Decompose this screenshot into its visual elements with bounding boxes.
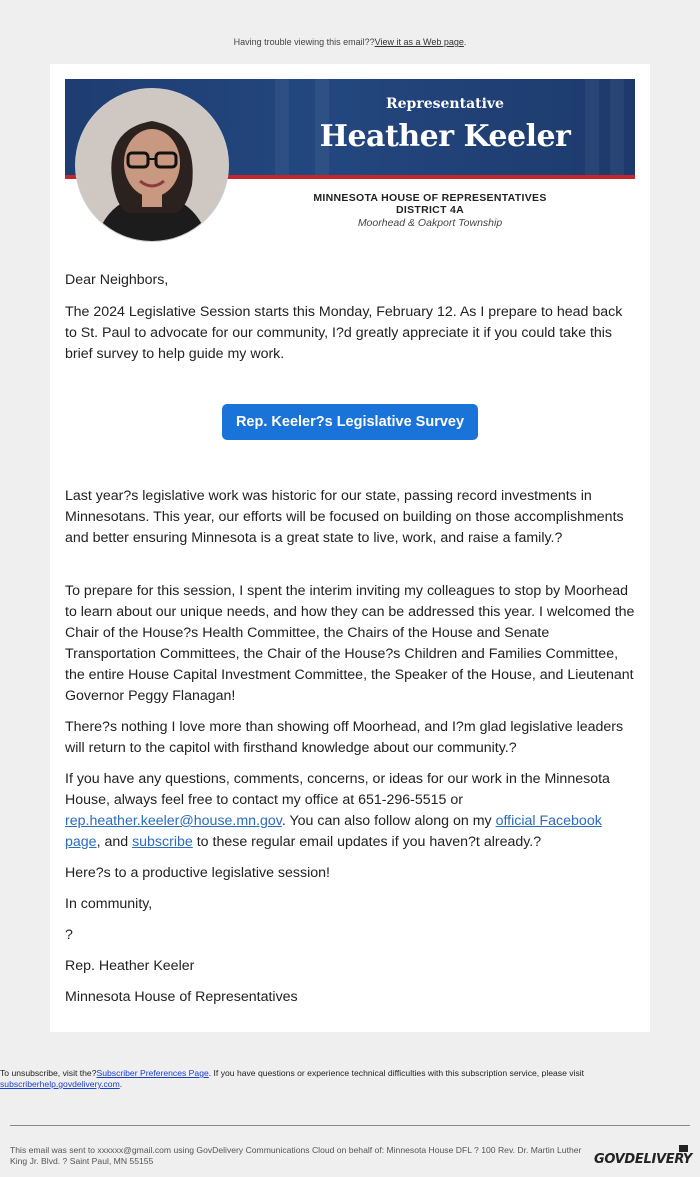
paragraph-closing: Here?s to a productive legislative session! <box>65 865 330 881</box>
representative-photo <box>75 88 229 242</box>
portrait-image <box>76 89 228 241</box>
paragraph-contact: If you have any questions, comments, concerns, or ideas for our work in the Minnesota House, always feel free to contact my office at 651-296-5515 or rep.heather.keeler@house.mn.gov. You can also follow along on my official Facebook page, and subscribe to these regular email updates if you haven?t already.? <box>65 771 610 850</box>
sent-to-note: This email was sent to xxxxxx@gmail.com using GovDelivery Communications Cloud on behalf of: Minnesota House DFL ? 100 Rev. Dr. Martin Luther King Jr. Blvd. ? Saint Paul, MN 55155 <box>10 1145 582 1166</box>
email-link[interactable]: rep.heather.keeler@house.mn.gov <box>65 813 282 829</box>
view-as-web-note: Having trouble viewing this email??View it as a Web page. <box>233 37 467 47</box>
unsubscribe-note: To unsubscribe, visit the?Subscriber Preferences Page. If you have questions or experience technical difficulties with this subscription service, please visit subscriberhelp.govdelivery.com. <box>0 1068 585 1089</box>
banner-title: Representative <box>386 96 504 112</box>
paragraph-interim: To prepare for this session, I spent the interim inviting my colleagues to stop by Moorhead to learn about our unique needs, and how they can be addressed this year. I welcomed the Chair of the House?s Health Committee, the Chairs of the House and Senate Transportation Committees, the Chair of the House?s Children and Families Committee, the entire House Capital Investment Committee, the Speaker of the House, and Lieutenant Governor Peggy Flanagan! <box>65 583 635 704</box>
envelope-icon <box>679 1145 688 1152</box>
banner-column-decor <box>275 79 289 175</box>
govdelivery-logo: GOVDELIVERY <box>594 1152 692 1167</box>
representative-name: Heather Keeler <box>319 119 571 154</box>
sign-off: In community, <box>65 896 153 912</box>
intro-paragraph: The 2024 Legislative Session starts this Monday, February 12. As I prepare to head back to St. Paul to advocate for our community, I?d greatly appreciate it if you could take this brief survey to help guide my work. <box>65 304 623 362</box>
facebook-link[interactable]: official Facebook page <box>65 813 602 850</box>
chamber-district: MINNESOTA HOUSE OF REPRESENTATIVES DISTRICT 4A <box>313 192 547 216</box>
greeting: Dear Neighbors, <box>65 272 169 288</box>
subscribe-link[interactable]: subscribe <box>132 834 193 850</box>
footer-divider <box>10 1125 690 1126</box>
view-web-page-link[interactable]: View it as a Web page <box>374 37 464 47</box>
blank-line: ? <box>65 927 73 943</box>
banner-column-decor <box>610 79 624 175</box>
paragraph-moorhead: There?s nothing I love more than showing off Moorhead, and I?m glad legislative leaders will return to the capitol with firsthand knowledge about our community.? <box>65 719 624 756</box>
email-card <box>50 64 650 1032</box>
signature-org: Minnesota House of Representatives <box>65 989 298 1005</box>
paragraph-last-year: Last year?s legislative work was historic for our state, passing record investments in Minnesotans. This year, our efforts will be focused on building on those accomplishments and better ensuring Minnesota is a great state to live, work, and raise a family.? <box>65 488 624 546</box>
subscriber-help-link[interactable]: subscriberhelp.govdelivery.com <box>0 1079 120 1089</box>
district-location: Moorhead & Oakport Township <box>357 217 503 229</box>
signature-name: Rep. Heather Keeler <box>65 958 195 974</box>
survey-button[interactable]: Rep. Keeler?s Legislative Survey <box>222 404 478 440</box>
subscriber-preferences-link[interactable]: Subscriber Preferences Page <box>96 1068 209 1078</box>
